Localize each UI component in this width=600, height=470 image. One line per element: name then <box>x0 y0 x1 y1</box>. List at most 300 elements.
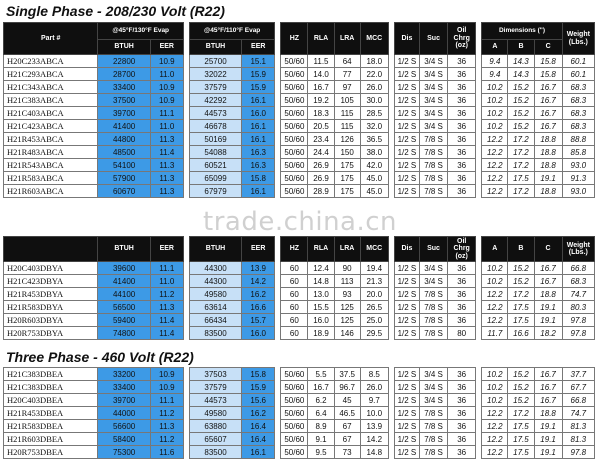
cell-dim-b: 14.3 <box>508 55 534 68</box>
cell-btuh-110: 83500 <box>189 327 241 340</box>
cell-hz: 50/60 <box>281 133 308 146</box>
cell-mcc: 32.0 <box>360 120 388 133</box>
cell-dim-a: 10.2 <box>482 94 508 107</box>
cell-eer-130: 11.0 <box>150 68 183 81</box>
cell-hz: 50/60 <box>281 159 308 172</box>
cell-weight: 97.8 <box>562 314 594 327</box>
cell-dim-b: 17.5 <box>508 172 534 185</box>
cell-btuh-130: 44100 <box>98 288 150 301</box>
watermark: trade.china.cn <box>203 207 398 237</box>
cell-dim-c: 19.1 <box>534 172 562 185</box>
cell-dim-a: 10.2 <box>482 120 508 133</box>
cell-dim-a: 10.2 <box>482 107 508 120</box>
cell-btuh-110: 49580 <box>189 288 241 301</box>
cell-lra: 64 <box>334 55 360 68</box>
cell-hz: 50/60 <box>281 433 308 446</box>
cell-oil: 36 <box>448 81 476 94</box>
cell-mcc: 25.0 <box>360 314 388 327</box>
cell-lra: 96.7 <box>334 381 360 394</box>
cell-dim-b: 15.2 <box>508 81 534 94</box>
cell-dim-b: 15.2 <box>508 368 534 381</box>
header-btuh-110-2: BTUH <box>189 237 241 262</box>
cell-dim-b: 15.2 <box>508 381 534 394</box>
cell-eer-130: 11.1 <box>150 107 183 120</box>
header-eer-110: EER <box>242 40 275 55</box>
cell-btuh-130: 39600 <box>98 262 150 275</box>
cell-lra: 73 <box>334 446 360 459</box>
cell-btuh-110: 66434 <box>189 314 241 327</box>
cell-eer-130: 11.0 <box>150 120 183 133</box>
cell-eer-130: 11.2 <box>150 288 183 301</box>
cell-dim-a: 10.2 <box>482 381 508 394</box>
table-row <box>4 146 595 159</box>
cell-mcc: 14.2 <box>360 433 388 446</box>
cell-dis: 1/2 S <box>394 262 419 275</box>
cell-dim-a: 12.2 <box>482 172 508 185</box>
cell-rla: 11.5 <box>308 55 334 68</box>
cell-part: H21R583ABCA <box>4 172 98 185</box>
cell-part: H20R753DBYA <box>4 327 98 340</box>
cell-btuh-110: 60521 <box>189 159 241 172</box>
cell-mcc: 19.4 <box>360 262 388 275</box>
cell-rla: 28.9 <box>308 185 334 198</box>
cell-dim-a: 9.4 <box>482 68 508 81</box>
header-dis: Dis <box>394 23 419 55</box>
cell-btuh-130: 33200 <box>98 368 150 381</box>
cell-dim-a: 12.2 <box>482 314 508 327</box>
cell-lra: 37.5 <box>334 368 360 381</box>
cell-eer-110: 16.4 <box>242 433 275 446</box>
table-row <box>4 381 595 394</box>
cell-dim-a: 10.2 <box>482 394 508 407</box>
cell-dim-c: 18.8 <box>534 407 562 420</box>
cell-part: H21C383ABCA <box>4 94 98 107</box>
cell-lra: 125 <box>334 301 360 314</box>
cell-dim-b: 15.2 <box>508 120 534 133</box>
cell-dim-c: 16.7 <box>534 381 562 394</box>
cell-eer-130: 10.9 <box>150 81 183 94</box>
header-part-2 <box>4 237 98 262</box>
cell-hz: 60 <box>281 327 308 340</box>
cell-hz: 60 <box>281 275 308 288</box>
cell-rla: 16.7 <box>308 81 334 94</box>
cell-dim-c: 15.8 <box>534 55 562 68</box>
cell-rla: 24.4 <box>308 146 334 159</box>
cell-lra: 90 <box>334 262 360 275</box>
cell-hz: 50/60 <box>281 146 308 159</box>
cell-mcc: 42.0 <box>360 159 388 172</box>
cell-btuh-110: 83500 <box>189 446 241 459</box>
cell-part: H21R453DBYA <box>4 288 98 301</box>
cell-mcc: 36.5 <box>360 133 388 146</box>
cell-eer-110: 15.9 <box>242 81 275 94</box>
cell-eer-110: 16.1 <box>242 94 275 107</box>
table-row <box>4 407 595 420</box>
table-row <box>4 185 595 198</box>
header-eer: EER <box>150 40 183 55</box>
cell-eer-110: 16.1 <box>242 185 275 198</box>
cell-dim-c: 18.2 <box>534 327 562 340</box>
cell-dim-b: 16.6 <box>508 327 534 340</box>
cell-mcc: 38.0 <box>360 146 388 159</box>
cell-eer-130: 11.3 <box>150 133 183 146</box>
cell-dim-c: 19.1 <box>534 446 562 459</box>
cell-weight: 66.8 <box>562 394 594 407</box>
cell-weight: 91.3 <box>562 172 594 185</box>
cell-btuh-130: 41400 <box>98 120 150 133</box>
table-row <box>4 420 595 433</box>
cell-lra: 97 <box>334 81 360 94</box>
cell-dim-c: 16.7 <box>534 275 562 288</box>
cell-dim-c: 16.7 <box>534 394 562 407</box>
cell-dim-c: 18.8 <box>534 146 562 159</box>
cell-eer-110: 13.9 <box>242 262 275 275</box>
header-eer-110-2: EER <box>242 237 275 262</box>
header-suc: Suc <box>419 23 447 55</box>
cell-dis: 1/2 S <box>394 446 419 459</box>
cell-dis: 1/2 S <box>394 120 419 133</box>
header-lra: LRA <box>334 23 360 55</box>
cell-mcc: 28.5 <box>360 107 388 120</box>
cell-eer-110: 15.8 <box>242 172 275 185</box>
cell-dis: 1/2 S <box>394 314 419 327</box>
cell-btuh-110: 44573 <box>189 394 241 407</box>
cell-rla: 18.9 <box>308 327 334 340</box>
cell-eer-130: 11.1 <box>150 262 183 275</box>
table-row <box>4 107 595 120</box>
header-weight-2: Weight (Lbs.) <box>562 237 594 262</box>
header-dim-b: B <box>508 40 534 55</box>
cell-dim-b: 17.5 <box>508 314 534 327</box>
table-row <box>4 275 595 288</box>
cell-eer-110: 16.1 <box>242 133 275 146</box>
cell-rla: 20.5 <box>308 120 334 133</box>
cell-hz: 50/60 <box>281 107 308 120</box>
cell-btuh-110: 54088 <box>189 146 241 159</box>
cell-dim-c: 19.1 <box>534 314 562 327</box>
cell-rla: 9.5 <box>308 446 334 459</box>
cell-suc: 3/4 S <box>419 368 447 381</box>
cell-btuh-130: 58400 <box>98 433 150 446</box>
cell-dim-b: 17.2 <box>508 146 534 159</box>
cell-part: H21R603ABCA <box>4 185 98 198</box>
cell-btuh-130: 33400 <box>98 81 150 94</box>
cell-part: H21R583DBYA <box>4 301 98 314</box>
cell-hz: 50/60 <box>281 94 308 107</box>
cell-eer-130: 10.9 <box>150 368 183 381</box>
cell-dim-c: 19.1 <box>534 301 562 314</box>
cell-dim-a: 12.2 <box>482 146 508 159</box>
cell-lra: 67 <box>334 433 360 446</box>
cell-mcc: 10.0 <box>360 407 388 420</box>
cell-lra: 115 <box>334 120 360 133</box>
cell-eer-130: 11.3 <box>150 159 183 172</box>
cell-dim-a: 10.2 <box>482 81 508 94</box>
cell-dis: 1/2 S <box>394 172 419 185</box>
header-dim-b-2: B <box>508 237 534 262</box>
cell-dim-c: 18.8 <box>534 133 562 146</box>
single-phase-title: Single Phase - 208/230 Volt (R22) <box>6 3 225 19</box>
cell-dim-b: 15.2 <box>508 275 534 288</box>
cell-oil: 36 <box>448 159 476 172</box>
cell-part: H21R543ABCA <box>4 159 98 172</box>
cell-mcc: 20.0 <box>360 288 388 301</box>
cell-oil: 36 <box>448 433 476 446</box>
header-evap110: @45°F/110°F Evap <box>189 23 274 40</box>
table-row <box>4 433 595 446</box>
cell-oil: 36 <box>448 314 476 327</box>
cell-lra: 146 <box>334 327 360 340</box>
cell-oil: 36 <box>448 172 476 185</box>
cell-mcc: 18.0 <box>360 55 388 68</box>
cell-dis: 1/2 S <box>394 275 419 288</box>
cell-mcc: 26.0 <box>360 381 388 394</box>
cell-rla: 26.9 <box>308 172 334 185</box>
cell-mcc: 30.0 <box>360 94 388 107</box>
header-btuh: BTUH <box>98 40 150 55</box>
header-lra-2: LRA <box>334 237 360 262</box>
cell-hz: 50/60 <box>281 446 308 459</box>
cell-oil: 36 <box>448 68 476 81</box>
cell-mcc: 13.9 <box>360 420 388 433</box>
cell-dim-b: 15.2 <box>508 94 534 107</box>
cell-eer-130: 11.4 <box>150 146 183 159</box>
cell-hz: 50/60 <box>281 407 308 420</box>
cell-eer-110: 15.7 <box>242 314 275 327</box>
cell-eer-130: 11.3 <box>150 172 183 185</box>
cell-part: H21C403ABCA <box>4 107 98 120</box>
cell-weight: 97.8 <box>562 327 594 340</box>
cell-weight: 66.8 <box>562 262 594 275</box>
cell-weight: 74.7 <box>562 407 594 420</box>
cell-dis: 1/2 S <box>394 55 419 68</box>
cell-eer-110: 15.8 <box>242 368 275 381</box>
cell-btuh-130: 74800 <box>98 327 150 340</box>
cell-suc: 3/4 S <box>419 275 447 288</box>
cell-mcc: 8.5 <box>360 368 388 381</box>
cell-dis: 1/2 S <box>394 185 419 198</box>
table-row <box>4 172 595 185</box>
cell-lra: 46.5 <box>334 407 360 420</box>
cell-btuh-110: 63614 <box>189 301 241 314</box>
cell-dim-c: 16.7 <box>534 262 562 275</box>
cell-oil: 36 <box>448 288 476 301</box>
cell-mcc: 26.0 <box>360 81 388 94</box>
cell-part: H20C233ABCA <box>4 55 98 68</box>
cell-btuh-110: 44300 <box>189 262 241 275</box>
cell-suc: 3/4 S <box>419 81 447 94</box>
cell-part: H21C293ABCA <box>4 68 98 81</box>
header-dim-a: A <box>482 40 508 55</box>
cell-mcc: 45.0 <box>360 185 388 198</box>
cell-lra: 175 <box>334 159 360 172</box>
cell-eer-110: 16.3 <box>242 146 275 159</box>
cell-btuh-110: 37503 <box>189 368 241 381</box>
cell-dim-c: 18.8 <box>534 185 562 198</box>
cell-dis: 1/2 S <box>394 368 419 381</box>
cell-rla: 5.5 <box>308 368 334 381</box>
cell-btuh-110: 25700 <box>189 55 241 68</box>
cell-btuh-130: 54100 <box>98 159 150 172</box>
three-phase-title: Three Phase - 460 Volt (R22) <box>6 349 194 365</box>
cell-dim-b: 17.5 <box>508 433 534 446</box>
cell-btuh-110: 32022 <box>189 68 241 81</box>
cell-weight: 93.0 <box>562 159 594 172</box>
cell-rla: 19.2 <box>308 94 334 107</box>
cell-dim-a: 10.2 <box>482 368 508 381</box>
cell-dis: 1/2 S <box>394 301 419 314</box>
header-oil: Oil Chrg (oz) <box>448 23 476 55</box>
cell-rla: 6.4 <box>308 407 334 420</box>
cell-part: H20C403DBEA <box>4 394 98 407</box>
cell-btuh-110: 37579 <box>189 81 241 94</box>
cell-dim-b: 17.2 <box>508 185 534 198</box>
header-btuh-110: BTUH <box>189 40 241 55</box>
cell-part: H21R453DBEA <box>4 407 98 420</box>
cell-hz: 50/60 <box>281 172 308 185</box>
cell-dim-b: 15.2 <box>508 394 534 407</box>
cell-dim-a: 10.2 <box>482 275 508 288</box>
cell-eer-130: 11.4 <box>150 327 183 340</box>
cell-weight: 85.8 <box>562 146 594 159</box>
cell-rla: 14.8 <box>308 275 334 288</box>
cell-dim-c: 18.8 <box>534 288 562 301</box>
cell-btuh-130: 48500 <box>98 146 150 159</box>
cell-weight: 37.7 <box>562 368 594 381</box>
cell-suc: 7/8 S <box>419 301 447 314</box>
table-row <box>4 288 595 301</box>
cell-dim-a: 12.2 <box>482 185 508 198</box>
cell-suc: 7/8 S <box>419 172 447 185</box>
cell-btuh-110: 42292 <box>189 94 241 107</box>
cell-eer-130: 10.9 <box>150 94 183 107</box>
cell-suc: 7/8 S <box>419 133 447 146</box>
cell-dis: 1/2 S <box>394 81 419 94</box>
cell-eer-130: 10.9 <box>150 381 183 394</box>
header-hz-2: HZ <box>281 237 308 262</box>
cell-weight: 88.8 <box>562 133 594 146</box>
table-row <box>4 446 595 459</box>
cell-lra: 126 <box>334 133 360 146</box>
cell-part: H20R753DBEA <box>4 446 98 459</box>
cell-hz: 60 <box>281 288 308 301</box>
cell-btuh-130: 75300 <box>98 446 150 459</box>
cell-oil: 36 <box>448 301 476 314</box>
cell-rla: 15.5 <box>308 301 334 314</box>
cell-lra: 77 <box>334 68 360 81</box>
cell-dim-c: 16.7 <box>534 107 562 120</box>
cell-hz: 50/60 <box>281 68 308 81</box>
cell-lra: 175 <box>334 185 360 198</box>
cell-btuh-130: 39700 <box>98 107 150 120</box>
cell-eer-110: 16.1 <box>242 446 275 459</box>
cell-suc: 7/8 S <box>419 433 447 446</box>
cell-weight: 67.7 <box>562 381 594 394</box>
cell-lra: 93 <box>334 288 360 301</box>
cell-suc: 3/4 S <box>419 120 447 133</box>
cell-oil: 36 <box>448 275 476 288</box>
cell-dis: 1/2 S <box>394 327 419 340</box>
cell-mcc: 14.8 <box>360 446 388 459</box>
cell-eer-110: 16.2 <box>242 407 275 420</box>
cell-hz: 60 <box>281 301 308 314</box>
cell-dim-b: 17.2 <box>508 288 534 301</box>
cell-weight: 68.3 <box>562 275 594 288</box>
table-row <box>4 55 595 68</box>
table-row <box>4 120 595 133</box>
cell-suc: 3/4 S <box>419 68 447 81</box>
cell-oil: 36 <box>448 55 476 68</box>
cell-rla: 26.9 <box>308 159 334 172</box>
cell-lra: 175 <box>334 172 360 185</box>
cell-btuh-110: 65099 <box>189 172 241 185</box>
cell-dim-a: 12.2 <box>482 133 508 146</box>
cell-btuh-110: 46678 <box>189 120 241 133</box>
cell-rla: 14.0 <box>308 68 334 81</box>
table-row <box>4 262 595 275</box>
table-row <box>4 394 595 407</box>
cell-rla: 6.2 <box>308 394 334 407</box>
cell-part: H21C423DBYA <box>4 275 98 288</box>
cell-suc: 7/8 S <box>419 146 447 159</box>
cell-part: H21C383DBEA <box>4 368 98 381</box>
cell-part: H21C383DBEA <box>4 381 98 394</box>
cell-eer-130: 11.4 <box>150 314 183 327</box>
header-mcc-2: MCC <box>360 237 388 262</box>
cell-weight: 60.1 <box>562 68 594 81</box>
cell-weight: 74.7 <box>562 288 594 301</box>
cell-eer-110: 16.0 <box>242 327 275 340</box>
cell-suc: 7/8 S <box>419 314 447 327</box>
cell-btuh-110: 37579 <box>189 381 241 394</box>
cell-oil: 36 <box>448 420 476 433</box>
cell-suc: 3/4 S <box>419 94 447 107</box>
cell-dim-b: 15.2 <box>508 262 534 275</box>
cell-btuh-130: 59400 <box>98 314 150 327</box>
table-row <box>4 94 595 107</box>
cell-btuh-130: 41400 <box>98 275 150 288</box>
cell-dim-a: 10.2 <box>482 262 508 275</box>
cell-dim-b: 17.5 <box>508 420 534 433</box>
header-btuh-2: BTUH <box>98 237 150 262</box>
cell-eer-130: 11.2 <box>150 433 183 446</box>
cell-dim-b: 17.5 <box>508 446 534 459</box>
cell-dim-a: 12.2 <box>482 301 508 314</box>
cell-eer-110: 15.1 <box>242 55 275 68</box>
cell-dim-a: 12.2 <box>482 288 508 301</box>
header-dim-c: C <box>534 40 562 55</box>
cell-dim-a: 12.2 <box>482 407 508 420</box>
cell-btuh-130: 56500 <box>98 301 150 314</box>
cell-lra: 45 <box>334 394 360 407</box>
cell-weight: 68.3 <box>562 120 594 133</box>
header-hz: HZ <box>281 23 308 55</box>
cell-weight: 93.0 <box>562 185 594 198</box>
header-dim-c-2: C <box>534 237 562 262</box>
cell-dim-b: 17.5 <box>508 301 534 314</box>
cell-suc: 3/4 S <box>419 107 447 120</box>
cell-oil: 36 <box>448 94 476 107</box>
cell-btuh-110: 44300 <box>189 275 241 288</box>
cell-weight: 81.3 <box>562 420 594 433</box>
cell-dim-c: 19.1 <box>534 420 562 433</box>
cell-suc: 7/8 S <box>419 420 447 433</box>
cell-lra: 125 <box>334 314 360 327</box>
cell-eer-110: 16.1 <box>242 120 275 133</box>
cell-eer-130: 10.9 <box>150 55 183 68</box>
cell-hz: 50/60 <box>281 120 308 133</box>
cell-oil: 36 <box>448 407 476 420</box>
